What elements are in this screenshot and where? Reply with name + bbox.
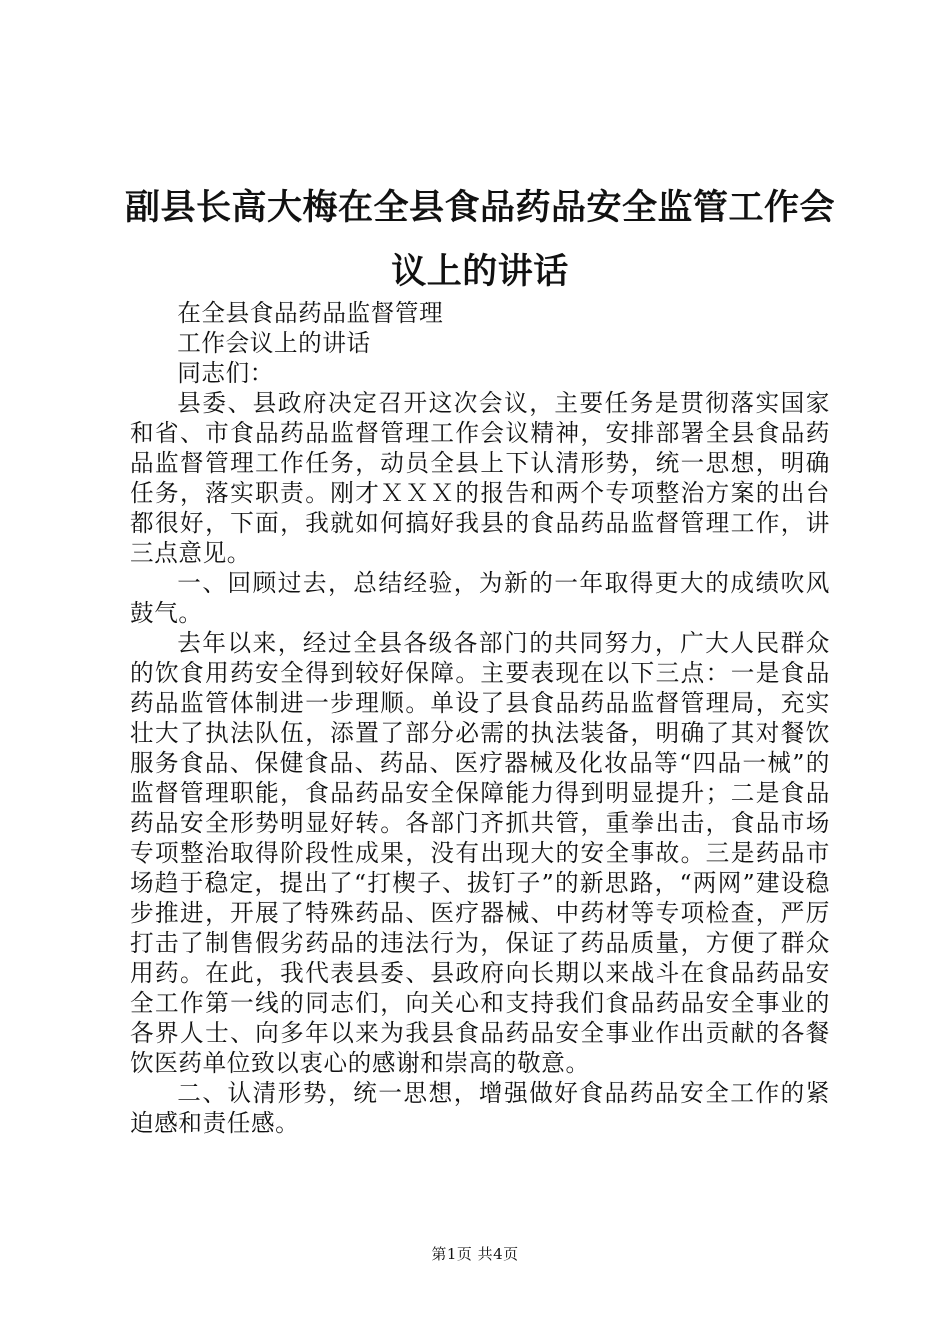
section-heading-1: 一、回顾过去，总结经验，为新的一年取得更大的成绩吹风鼓气。 xyxy=(130,569,830,627)
document-title xyxy=(120,176,840,304)
salutation: 同志们： xyxy=(177,359,274,387)
body-paragraph: 去年以来，经过全县各级各部门的共同努力，广大人民群众的饮食用药安全得到较好保障。主要表现在以下三点：一是食品药品监管体制进一步理顺。单设了县食品药品监督管理局，充实壮大了执法队伍，添置了部分必需的执法装备，明确了其对餐饮服务食品、保健食品、药品、医疗器械及化妆品等“四品一械”的监督管理职能，食品药品安全保障能力得到明显提升；二是食品药品安全形势明显好转。各部门齐抓共管，重拳出击，食品市场专项整治取得阶段性成果，没有出现大的安全事故。三是药品市场趋于稳定，提出了“打楔子、拔钉子”的新思路，“两网”建设稳步推进，开展了特殊药品、医疗器械、中药材等专项检查，严厉打击了制售假劣药品的违法行为，保证了药品质量，方便了群众用药。在此，我代表县委、县政府向长期以来战斗在食品药品安全工作第一线的同志们，向关心和支持我们食品药品安全事业的各界人士、向多年以来为我县食品药品安全事业作出贡献的各餐饮医药单位致以衷心的感谢和崇高的敬意。 xyxy=(130,629,830,1077)
subtitle-line-2: 工作会议上的讲话 xyxy=(177,329,371,357)
document-body xyxy=(130,298,830,1138)
section-heading-2: 二、认清形势，统一思想，增强做好食品药品安全工作的紧迫感和责任感。 xyxy=(130,1079,830,1137)
title-line-1: 副县长高大梅在全县食品药品安全监管工作会 xyxy=(124,188,835,228)
body-paragraph: 县委、县政府决定召开这次会议，主要任务是贯彻落实国家和省、市食品药品监督管理工作会议精神，安排部署全县食品药品监督管理工作任务，动员全县上下认清形势，统一思想，明确任务，落实职责。刚才ＸＸＸ的报告和两个专项整治方案的出台都很好，下面，我就如何搞好我县的食品药品监督管理工作，讲三点意见。 xyxy=(130,389,830,567)
page-number: 第1页 共4页 xyxy=(431,1245,519,1263)
subtitle-line-1: 在全县食品药品监督管理 xyxy=(177,299,444,327)
title-line-2: 议上的讲话 xyxy=(391,252,569,292)
